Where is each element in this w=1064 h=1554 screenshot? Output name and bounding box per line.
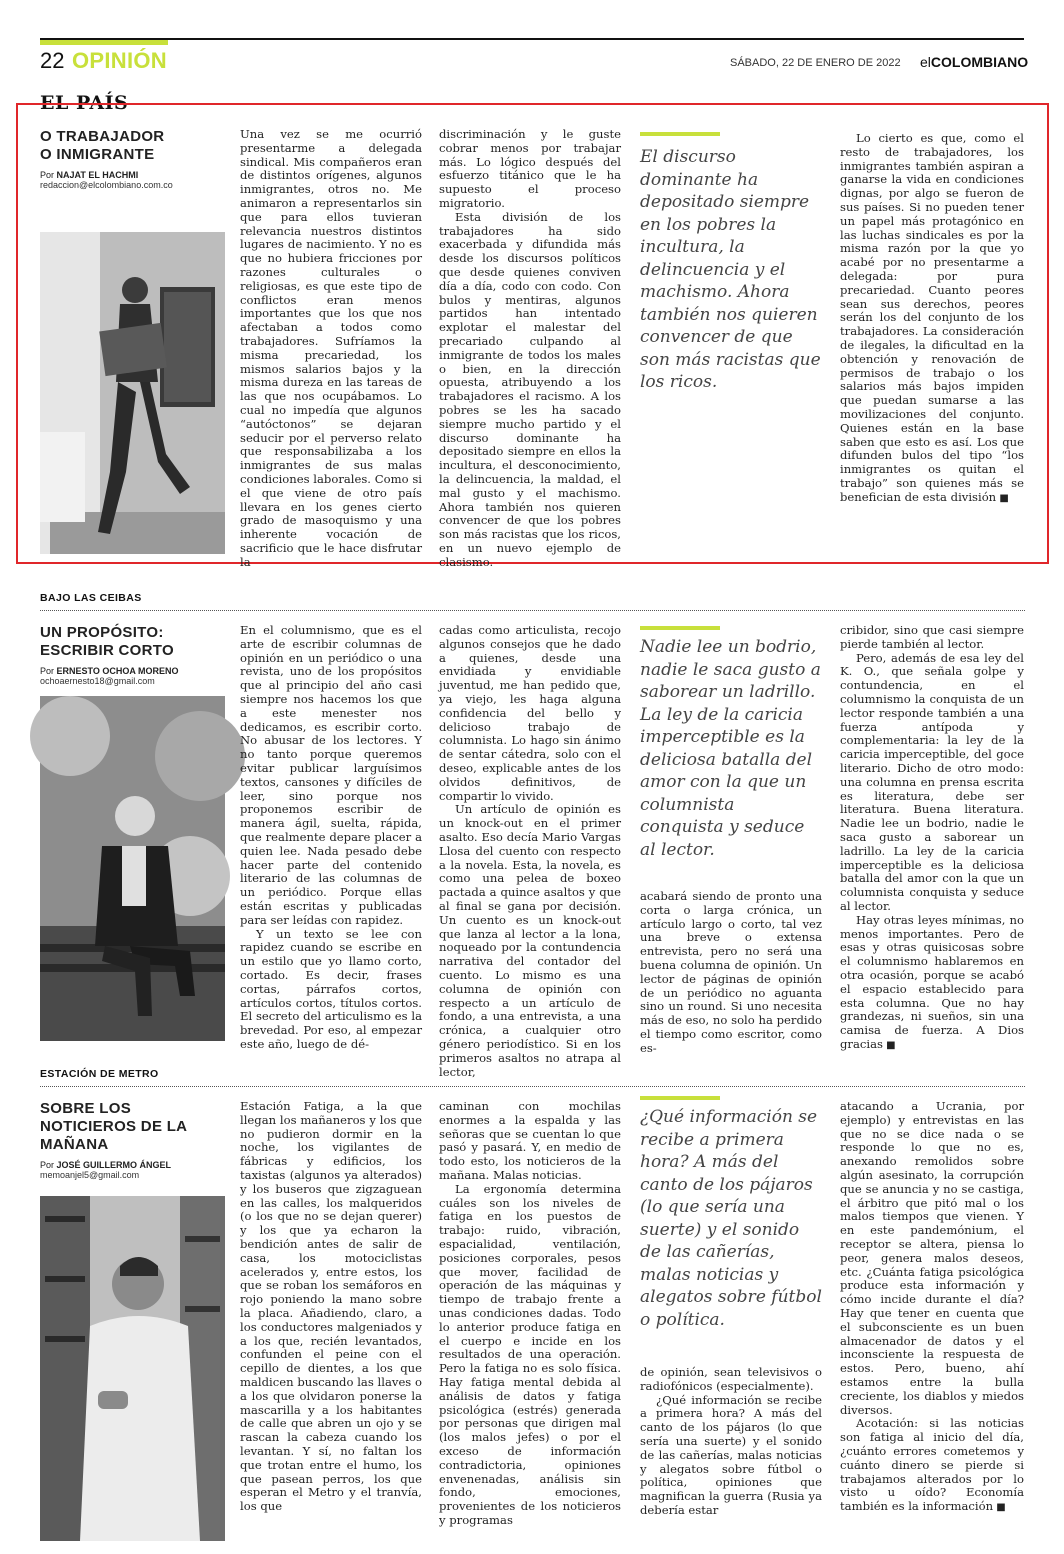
article-trabajador-inmigrante: [40, 127, 1025, 569]
statue-reading-newspaper-photo: [40, 232, 225, 554]
byline-prefix: Por: [40, 666, 55, 676]
title-line: UN PROPÓSITO:: [40, 624, 164, 641]
article-title: [40, 624, 225, 660]
dotted-divider: [40, 610, 1025, 611]
article-column-2: [439, 1100, 621, 1526]
title-line: MAÑANA: [40, 1136, 109, 1153]
title-line: O TRABAJADOR: [40, 128, 165, 145]
paragraph: Esta división de los trabajadores ha sido exacerbada y difundida más desde los discursos políticos que desde quienes conviven día a día, codo con codo. Con bulos y mentiras, algunos partidos han intentado explotar el malestar del precariado culpando al inmigrante de todos los males o bien, en la dirección opuesta, atribuyendo a los trabajadores el racismo. A los pobres se les ha sacado siempre mucho partido y el discurso dominante ha depositado siempre en ellos la incultura, el desconocimiento, la delincuencia, la maldad, el mal gusto y el machismo. Ahora también nos quieren convencer de que los pobres son más racistas que los ricos, en un nuevo ejemplo de clasismo.: [439, 209, 621, 569]
article-column-4: [840, 623, 1024, 1051]
paragraph: Una vez se me ocurrió presentarme a delegada sindical. Mis compañeros eran de distintos orígenes, algunos inmigrantes, otros no. Me animaron a representarlos sin que para ellos tuvieran relevancia nuestros distintos lugares de nacimiento. Y no es que no hubiera fricciones por razones culturales o religiosas, es que este tipo de conflictos eran menos importantes que los que nos afectaban a todos como trabajadores. Sufríamos la misma precariedad, los mismos salarios bajos y la misma dureza en las tareas de las que nos ocupábamos. Lo cual no impedía que algunos “autóctonos” se dejaran seducir por el perverso relato que responsabilizaba a los inmigrantes de sus malas condiciones laborales. Como si el que viene de otro país llevara en los genes cierto grado de masoquismo y una inherente vocación de sacrificio que le hace disfrutar la: [240, 127, 422, 569]
author-in-library-photo: [40, 1196, 225, 1541]
quote-accent-bar: [640, 132, 720, 136]
article-header: [40, 624, 225, 686]
article-column-1: [240, 127, 422, 569]
article-column-4: [840, 132, 1024, 558]
pull-quote: Nadie lee un bodrio, nadie le saca gusto a saborear un ladrillo. La ley de la caricia imperceptible es la deliciosa batalla del amor con la que un columnista conquista y seduce al lector.: [640, 637, 821, 860]
article-column-2: [439, 127, 621, 569]
section-name: OPINIÓN: [72, 48, 167, 73]
author-name: NAJAT EL HACHMI: [56, 170, 139, 180]
paragraph: de opinión, sean televisivos o radiofónicos (especialmente).: [640, 1365, 822, 1393]
article-column-3: [640, 1366, 822, 1526]
el-pais-logo: EL PAÍS: [40, 92, 129, 114]
paragraph: En el columnismo, que es el arte de escribir columnas de opinión en un periódico o una revista, uno de los propósitos que al principio del año casi siempre nos hacemos los que a este menester nos dedicamos, es escribir corto. No abusar de los lectores. Y no tanto porque queremos evitar publicar larguísimos textos, cansones y difíciles de leer, sino porque nos proponemos escribir de manera ágil, suelta, rápida, que realmente depare placer a quien lee. Nada pesado debe hacer parte del contenido literario de las columnas de un periódico. Porque ellas están escritas y publicadas para ser leídas con rapidez.: [240, 623, 422, 927]
article-title: [40, 128, 225, 164]
article-header: [40, 128, 225, 190]
paragraph: cadas como articulista, recojo algunos consejos que he dado a quienes, desde una envidiada y envidiable juventud, me han pedido que, ya viejo, les haga alguna confidencia del bello y delicioso trabajo de columnista. Lo hago sin ánimo de sentar cátedra, solo con el deseo, explicable antes de los olvidos definitivos, de compartir lo vivido.: [439, 623, 621, 803]
paragraph: Un artículo de opinión es un knock-out en el primer asalto. Eso decía Mario Vargas Llosa del cuento con respecto a la novela. Esta, la novela, es como una pelea de boxeo pactada a quince asaltos y que al final se gana por decisión. Un cuento es un knock-out que lanza al lector a la lona, noqueado por la contundencia narrativa del contador del cuento. Lo mismo es una columna de opinión con respecto a un artículo de fondo, a una entrevista, a una crónica, a cualquier otro género periodístico. Si en los primeros asaltos no atrapa al lector,: [439, 802, 621, 1079]
author-seated-on-bench-photo: [40, 696, 225, 1041]
paragraph: atacando a Ucrania, por ejemplo) y entrevistas en las que no se dice nada o se responde lo que no es, anexando remolidos sobre algún asesinato, la corrupción que se anuncia y no se castiga, el árbitro que pitó mal o los malos tiempos que vienen. Y en este pandemónium, el receptor se altera, piensa lo peor, genera malos deseos, etc. ¿Cuánta fatiga psicológica produce esta información y cómo incide durante el día? Hay que tener en cuenta que el subconsciente es un buen almacenador de datos y el inconsciente la respuesta de estos. Pero, bueno, ahí estamos entre la bulla creciente, los diablos y miedos diversos.: [840, 1099, 1024, 1417]
paragraph: Lo cierto es que, como el resto de trabajadores, los inmigrantes también aspiran a ganarse la vida en condiciones dignas, por algo se fueron de sus países. Si no pueden tener un papel más protagónico en las luchas sindicales es por la misma razón por la que yo acabé por no presentarme a delegada: por pura precariedad. Cuanto peores sean sus derechos, peores serán los del conjunto de los trabajadores. La consideración de ilegales, la dificultad en la obtención y renovación de permisos de trabajo o los salarios más bajos impiden que puedan sumarse a las movilizaciones del conjunto. Quienes están en la base saben que esto es así. Los que difunden bulos del tipo “los inmigrantes os quitan el trabajo” son quienes más se benefician de esta división ■: [840, 132, 1024, 506]
column-label: ESTACIÓN DE METRO: [40, 1068, 159, 1080]
author-email[interactable]: memoanjel5@gmail.com: [40, 1170, 140, 1180]
article-column-1: [240, 1100, 422, 1526]
author-name: ERNESTO OCHOA MORENO: [56, 666, 179, 676]
pull-quote: El discurso dominante ha depositado siempre en los pobres la incultura, la delincuencia y el machismo. Ahora también nos quieren convencer de que son más racistas que los ricos.: [640, 147, 821, 392]
byline-prefix: Por: [40, 1160, 55, 1170]
paragraph: La ergonomía determina cuáles son los niveles de fatiga en los puestos de trabajo: ruido, vibración, espacialidad, ventilación, posiciones corporales, pesos que mover, facilidad de operación de las máquinas y tiempo de trabajo frente a unas condiciones dadas. Todo lo anterior produce fatiga en el cuerpo e incide en los resultados de una operación. Pero la fatiga no es solo física. Hay fatiga mental debida al análisis de datos y fatiga psicológica (estrés) generada por personas que dirigen mal (los malos jefes) o por el exceso de información contradictoria, opiniones envenenadas, análisis sin fondo, emociones, provenientes de los noticieros y programas: [439, 1181, 621, 1527]
header-rule: [40, 38, 1024, 40]
title-line: ESCRIBIR CORTO: [40, 642, 174, 659]
brand-prefix: el: [920, 54, 931, 70]
author-email[interactable]: ochoaernesto18@gmail.com: [40, 676, 155, 686]
title-line: NOTICIEROS DE LA: [40, 1118, 188, 1135]
byline: [40, 666, 225, 676]
article-header: [40, 1100, 225, 1180]
article-title: [40, 1100, 225, 1154]
paragraph: Pero, además de esa ley del K. O., que señala golpe y contundencia, en el columnismo la conquista de un lector responde también a una fuerza antípoda y complementaria: la ley de la caricia imperceptible, del goce literario. Dicho de otro modo: una columna en prensa escrita es literatura, debe ser literatura. Buena literatura. Nadie lee un bodrio, nadie le saca gusto a saborear un ladrillo. La ley de la caricia imperceptible es la deliciosa batalla del amor con la que un columnista conquista y seduce al lector.: [840, 650, 1024, 913]
title-line: O INMIGRANTE: [40, 146, 155, 163]
byline-prefix: Por: [40, 170, 55, 180]
paragraph: acabará siendo de pronto una corta o larga crónica, un artículo largo o corto, tal vez una breve o extensa entrevista, pero no será una buena columna de opinión. Un lector de páginas de opinión de un periódico no aguanta sino un round. Si uno necesita más de eso, no solo ha perdido el tiempo como escritor, como es-: [640, 889, 822, 1055]
paragraph: discriminación y le guste cobrar menos por trabajar más. Lo lógico después del esfuerzo titánico que le ha supuesto el proceso migratorio.: [439, 127, 621, 210]
author-email[interactable]: redaccion@elcolombiano.com.co: [40, 180, 173, 190]
article-column-2: [439, 623, 621, 1079]
dotted-divider: [40, 1086, 1025, 1087]
paragraph: caminan con mochilas enormes a la espalda y las señoras que se cuentan lo que pasó y pasará. Y, en medio de todo esto, los noticieros de la mañana. Malas noticias.: [439, 1099, 621, 1182]
page-number: 22: [40, 48, 65, 73]
paragraph: cribidor, sino que casi siempre pierde también al lector.: [840, 623, 1024, 651]
pull-quote: ¿Qué información se recibe a primera hora? A más del canto de los pájaros (lo que sería una suerte) y el sonido de las cañerías, malas noticias y alegatos sobre fútbol o política.: [640, 1107, 822, 1330]
article-noticieros-manana: [40, 1066, 1025, 1526]
paragraph: Hay otras leyes mínimas, no menos importantes. Pero de esas y otras quisicosas sobre el columnismo hablaremos en otra ocasión, porque se acabó el espacio establecido para esta columna. Que no hay grandezas, ni sueños, sin una camisa de fuerza. A Dios gracias ■: [840, 914, 1024, 1053]
byline: [40, 1160, 225, 1170]
article-column-3: [640, 889, 822, 1055]
paragraph: Acotación: si las noticias son fatiga al inicio del día, ¿cuánto errores cometemos y cuánto dinero se pierde si trabajamos alterados por lo visto u oído? Economía también es la información ■: [840, 1417, 1024, 1515]
byline: [40, 170, 225, 180]
brand-name: COLOMBIANO: [930, 54, 1029, 70]
title-line: SOBRE LOS: [40, 1100, 132, 1117]
author-name: JOSÉ GUILLERMO ÁNGEL: [56, 1160, 172, 1170]
article-column-4: [840, 1100, 1024, 1526]
paragraph: Estación Fatiga, a la que llegan los mañaneros y los que no pudieron dormir en la noche, los vigilantes de fábricas y edificios, los taxistas (algunos ya alterados) y los buseros que zigzaguean en las calles, los malqueridos (o los que no se dejan querer) y los que ya echaron la bendición antes de salir de casa, los motociclistas acelerados y, entre estos, los que se roban los semáforos en rojo poniendo la mano sobre la placa. Añadiendo, claro, a los conductores malgeniados y a los que, recién levantados, confunden el peine con el cepillo de dientes, a los que maldicen buscando las llaves o a los que olvidaron ponerse la mascarilla y a los habitantes de calle que abren un ojo y se rascan la cabeza cuando los levantan. Y sí, no faltan los que trotan entre el humo, los que pasean perros, los que esperan el Metro y el tranvía, los que: [240, 1099, 422, 1514]
paragraph: Y un texto se lee con rapidez cuando se escribe en un estilo que yo llamo corto, cortado. Es decir, frases cortas, párrafos cortos, artículos cortos, títulos cortos. El secreto del articulismo es la brevedad. Por eso, al empezar este año, luego de dé-: [240, 926, 422, 1051]
paragraph: ¿Qué información se recibe a primera hora? A más del canto de los pájaros (lo que sería una suerte) y el sonido de las cañerías, malas noticias y alegatos sobre fútbol o política, opiniones que magnifican la guerra (Rusia ya debería estar: [640, 1392, 822, 1517]
column-label: BAJO LAS CEIBAS: [40, 592, 142, 604]
page-accent-bar: [40, 40, 168, 45]
quote-accent-bar: [640, 1096, 720, 1100]
quote-accent-bar: [640, 626, 720, 630]
publication-date: SÁBADO, 22 DE ENERO DE 2022: [730, 57, 901, 69]
newspaper-brand: [920, 54, 1028, 70]
article-column-1: [240, 623, 422, 1051]
